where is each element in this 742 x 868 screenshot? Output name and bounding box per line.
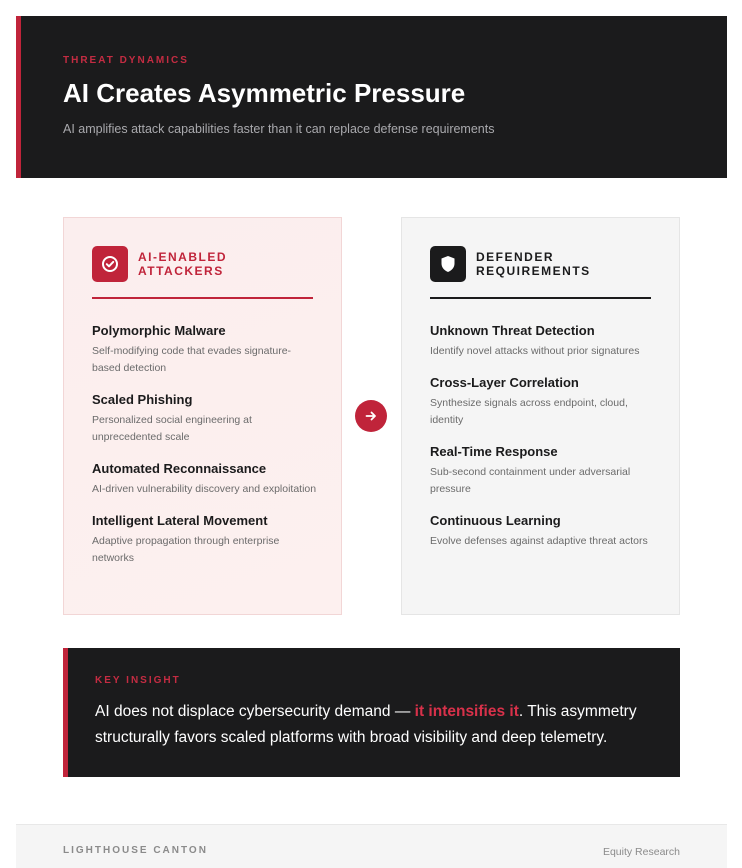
insight-highlight: it intensifies it <box>414 703 519 720</box>
attackers-heading: AI-ENABLED ATTACKERS <box>138 250 227 278</box>
list-item <box>92 461 317 498</box>
item-title: Cross-Layer Correlation <box>430 375 579 390</box>
shield-icon <box>430 246 466 282</box>
defenders-panel <box>401 217 680 615</box>
item-title: Unknown Threat Detection <box>430 323 595 338</box>
item-description: Evolve defenses against adaptive threat actors <box>430 535 648 547</box>
attackers-panel <box>63 217 342 615</box>
defenders-panel-header <box>430 246 616 282</box>
item-description: AI-driven vulnerability discovery and exploitation <box>92 483 317 495</box>
list-item <box>92 323 317 377</box>
list-item <box>430 444 655 498</box>
defenders-list <box>430 323 655 565</box>
item-description: Identify novel attacks without prior signatures <box>430 345 640 357</box>
list-item <box>430 513 655 550</box>
page-title: AI Creates Asymmetric Pressure <box>63 78 466 108</box>
list-item <box>430 323 655 360</box>
header-banner <box>16 16 727 178</box>
footer-tag: Equity Research <box>602 846 680 858</box>
key-insight-callout <box>63 648 680 777</box>
list-item <box>430 375 655 429</box>
insight-eyebrow: KEY INSIGHT <box>95 675 181 686</box>
defenders-divider <box>430 297 651 299</box>
insight-text <box>95 699 665 751</box>
item-description: Self-modifying code that evades signature-based detection <box>92 345 292 374</box>
defenders-heading: DEFENDER REQUIREMENTS <box>476 250 591 278</box>
item-title: Scaled Phishing <box>92 392 193 407</box>
footer-brand: LIGHTHOUSE CANTON <box>63 845 208 856</box>
item-title: Automated Reconnaissance <box>92 461 267 476</box>
item-description: Synthesize signals across endpoint, cloud, identity <box>430 397 628 426</box>
attackers-list <box>92 323 317 582</box>
page-footer <box>16 824 727 868</box>
item-title: Continuous Learning <box>430 513 561 528</box>
list-item <box>92 392 317 446</box>
check-badge-icon <box>92 246 128 282</box>
insight-text-tail: . This asymmetry structurally favors scaled platforms with broad visibility and deep telemetry. <box>95 703 637 746</box>
item-title: Polymorphic Malware <box>92 323 226 338</box>
attackers-divider <box>92 297 313 299</box>
item-title: Real-Time Response <box>430 444 558 459</box>
attackers-panel-header <box>92 246 278 282</box>
section-eyebrow: THREAT DYNAMICS <box>63 55 189 66</box>
item-description: Sub-second containment under adversarial pressure <box>430 466 631 495</box>
item-description: Personalized social engineering at unprecedented scale <box>92 414 252 443</box>
page-subtitle: AI amplifies attack capabilities faster than it can replace defense requirements <box>63 122 495 136</box>
insight-text-lead: AI does not displace cybersecurity demand — <box>95 703 415 720</box>
item-description: Adaptive propagation through enterprise networks <box>92 535 280 564</box>
item-title: Intelligent Lateral Movement <box>92 513 268 528</box>
list-item <box>92 513 317 567</box>
arrow-right-icon <box>355 400 387 432</box>
